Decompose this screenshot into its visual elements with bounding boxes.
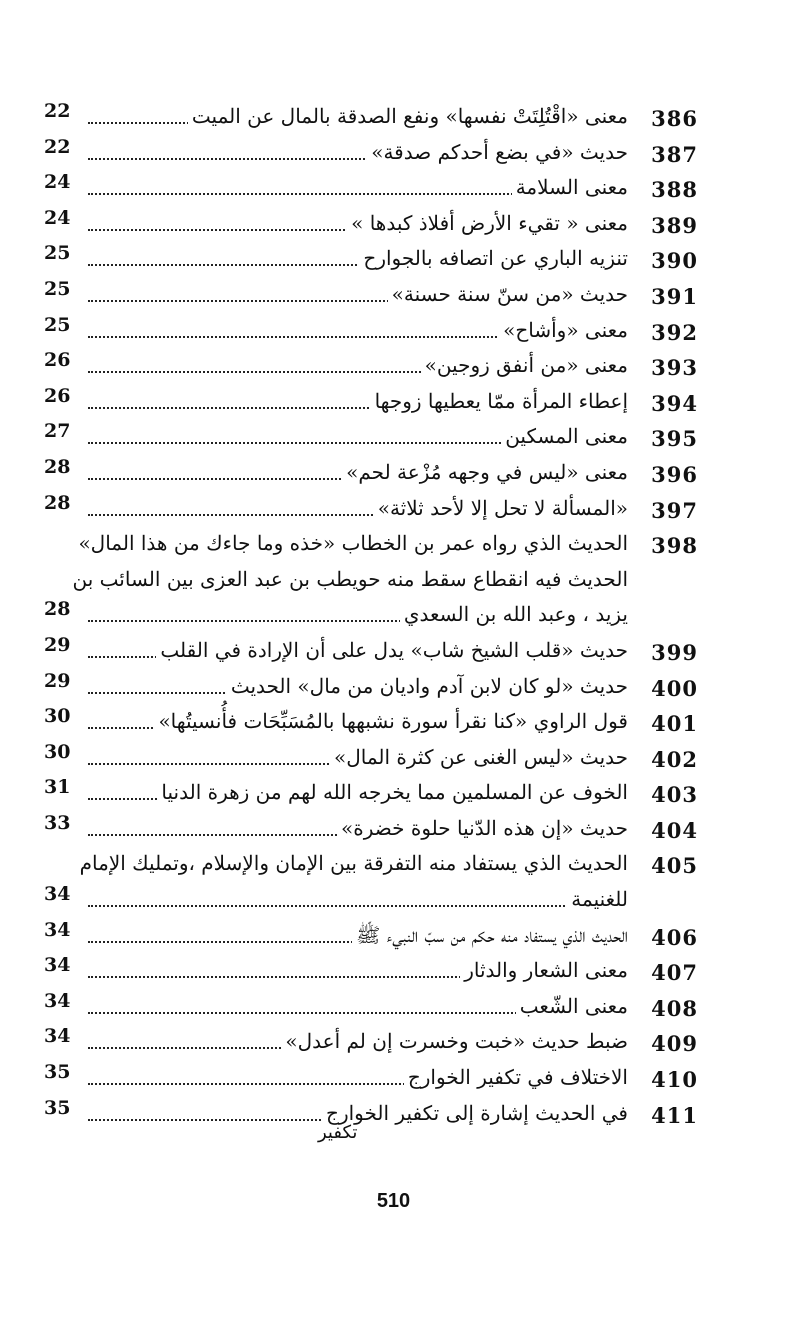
entry-page: 24 — [44, 206, 71, 229]
entry-title: «المسألة لا تحل إلا لأحد ثلاثة» — [374, 496, 628, 520]
entry-title: الحديث الذي يستفاد منه التفرقة بين الإمان والإسلام ،وتمليك الإمام — [76, 851, 628, 875]
toc-line — [44, 990, 698, 1026]
toc-line — [44, 563, 698, 599]
entry-title: معنى المسكين — [501, 424, 628, 448]
toc-line — [44, 598, 698, 634]
entry-number: 401 — [651, 711, 698, 737]
toc-line — [44, 385, 698, 421]
entry-page: 30 — [44, 740, 71, 763]
toc-line — [44, 776, 698, 812]
entry-title: حديث «من سنّ سنة حسنة» — [388, 282, 628, 306]
toc-entry — [44, 420, 698, 456]
entry-title: إعطاء المرأة ممّا يعطيها زوجها — [371, 389, 628, 413]
toc-entry — [44, 314, 698, 350]
entry-number: 400 — [651, 675, 698, 701]
entry-number: 392 — [651, 319, 698, 345]
toc-line — [44, 1025, 698, 1061]
entry-title: معنى «وأشاح» — [499, 318, 628, 342]
toc-entry — [44, 456, 698, 492]
entry-title: حديث «في بضع أحدكم صدقة» — [367, 140, 628, 164]
entry-number: 411 — [651, 1102, 698, 1128]
toc-line — [44, 456, 698, 492]
entry-title: الخوف عن المسلمين مما يخرجه الله لهم من زهرة الدنيا — [157, 780, 628, 804]
entry-page: 26 — [44, 349, 71, 372]
entry-page: 30 — [44, 705, 71, 728]
entry-number: 393 — [651, 355, 698, 381]
entry-number: 396 — [651, 461, 698, 487]
entry-title: الاختلاف في تكفير الخوارج — [404, 1065, 628, 1089]
entry-page: 33 — [44, 811, 71, 834]
toc-line — [44, 207, 698, 243]
toc-entry — [44, 670, 698, 706]
entry-title: يزيد ، وعبد الله بن السعدي — [400, 602, 628, 626]
toc-line — [44, 883, 698, 919]
entry-title: الحديث الذي رواه عمر بن الخطاب «خذه وما جاءك من هذا المال» — [74, 531, 628, 555]
toc-entry — [44, 1061, 698, 1097]
entry-page: 35 — [44, 1061, 71, 1084]
entry-number: 387 — [651, 141, 698, 167]
entry-number: 388 — [651, 177, 698, 203]
entry-page: 26 — [44, 384, 71, 407]
entry-page: 25 — [44, 277, 71, 300]
entry-number: 397 — [651, 497, 698, 523]
toc-entry — [44, 847, 698, 918]
toc-entry — [44, 634, 698, 670]
entry-title: معنى «من أنفق زوجين» — [421, 353, 628, 377]
entry-number: 404 — [651, 817, 698, 843]
toc-line — [44, 670, 698, 706]
entry-page: 22 — [44, 135, 71, 158]
toc-entry — [44, 919, 698, 955]
toc-entry — [44, 990, 698, 1026]
handwritten-correction: تكفير — [318, 1122, 358, 1143]
entry-title: للغنيمة — [567, 887, 628, 911]
toc-line — [44, 492, 698, 528]
entry-page: 34 — [44, 1025, 71, 1048]
toc-entry — [44, 812, 698, 848]
entry-number: 390 — [651, 248, 698, 274]
entry-page: 35 — [44, 1096, 71, 1119]
entry-page: 34 — [44, 954, 71, 977]
entry-title: معنى «اقْتُلِتَتْ نفسها» ونفع الصدقة بالمال عن الميت — [188, 104, 628, 128]
toc-entry — [44, 207, 698, 243]
toc-entry — [44, 278, 698, 314]
toc-entry — [44, 385, 698, 421]
entry-number: 386 — [651, 106, 698, 131]
toc-entry — [44, 242, 698, 278]
table-of-contents — [44, 100, 698, 1132]
entry-number: 399 — [651, 639, 698, 665]
toc-line — [44, 919, 698, 955]
toc-line — [44, 278, 698, 314]
entry-title: حديث «لو كان لابن آدم واديان من مال» الحديث — [227, 674, 628, 698]
entry-title: معنى « تقيء الأرض أفلاذ كبدها » — [347, 211, 628, 235]
entry-number: 410 — [651, 1067, 698, 1093]
entry-title: معنى السلامة — [512, 175, 628, 199]
toc-entry — [44, 954, 698, 990]
toc-line — [44, 954, 698, 990]
toc-entry — [44, 171, 698, 207]
entry-number: 398 — [651, 533, 698, 559]
entry-number: 391 — [651, 283, 698, 309]
toc-line — [44, 314, 698, 350]
entry-number: 395 — [651, 426, 698, 452]
entry-page: 25 — [44, 242, 71, 265]
entry-title: معنى الشعار والدثار — [460, 958, 628, 982]
toc-line — [44, 705, 698, 741]
entry-number: 406 — [651, 924, 698, 950]
entry-page: 29 — [44, 669, 71, 692]
entry-page: 27 — [44, 420, 71, 443]
entry-number: 407 — [651, 960, 698, 986]
entry-title: ضبط حديث «خبت وخسرت إن لم أعدل» — [281, 1029, 628, 1053]
toc-entry — [44, 741, 698, 777]
toc-line — [44, 847, 698, 883]
page-number: 510 — [376, 1190, 411, 1212]
toc-line — [44, 812, 698, 848]
entry-title: قول الراوي «كنا نقرأ سورة نشبهها بالمُسَبِّحَات فأُنسيتُها» — [154, 709, 628, 733]
toc-line — [44, 420, 698, 456]
toc-line — [44, 741, 698, 777]
entry-title: معنى الشّعب — [516, 994, 628, 1018]
entry-page: 34 — [44, 918, 71, 941]
toc-entry — [44, 492, 698, 528]
entry-number: 389 — [651, 212, 698, 238]
toc-entry — [44, 100, 698, 136]
entry-number: 408 — [651, 995, 698, 1021]
entry-number: 405 — [651, 853, 698, 879]
toc-line — [44, 634, 698, 670]
entry-title: في الحديث إشارة إلى تكفير الخوارج — [322, 1101, 628, 1125]
toc-entry — [44, 705, 698, 741]
toc-entry — [44, 136, 698, 172]
toc-line — [44, 1097, 698, 1133]
entry-page: 22 — [44, 100, 71, 122]
entry-number: 403 — [651, 782, 698, 808]
entry-title: الحديث الذي يستفاد منه حكم من سبّ النبيء ﷺ — [352, 923, 628, 952]
toc-line — [44, 136, 698, 172]
toc-line — [44, 242, 698, 278]
toc-entry — [44, 776, 698, 812]
entry-page: 34 — [44, 989, 71, 1012]
toc-line — [44, 100, 698, 136]
entry-title: معنى «ليس في وجهه مُزْعة لحم» — [342, 460, 628, 484]
toc-line — [44, 1061, 698, 1097]
entry-title: حديث «قلب الشيخ شاب» يدل على أن الإرادة في القلب — [156, 638, 628, 662]
toc-line — [44, 349, 698, 385]
toc-entry — [44, 349, 698, 385]
toc-entry — [44, 1025, 698, 1061]
entry-title: حديث «ليس الغنى عن كثرة المال» — [330, 745, 628, 769]
dot-leader — [88, 905, 628, 907]
entry-page: 24 — [44, 171, 71, 194]
entry-page: 28 — [44, 598, 71, 621]
entry-page: 29 — [44, 633, 71, 656]
toc-line — [44, 171, 698, 207]
entry-number: 409 — [651, 1031, 698, 1057]
entry-title: تنزيه الباري عن اتصافه بالجوارح — [359, 246, 628, 270]
entry-page: 31 — [44, 776, 71, 799]
entry-page: 28 — [44, 491, 71, 514]
toc-entry — [44, 527, 698, 634]
toc-entry — [44, 1097, 698, 1133]
entry-number: 402 — [651, 746, 698, 772]
entry-number: 394 — [651, 390, 698, 416]
entry-page: 34 — [44, 883, 71, 906]
entry-page: 25 — [44, 313, 71, 336]
entry-title: الحديث فيه انقطاع سقط منه حويطب بن عبد العزى بين السائب بن — [69, 567, 628, 591]
entry-title: حديث «إن هذه الدّنيا حلوة خضرة» — [337, 816, 628, 840]
toc-line — [44, 527, 698, 563]
entry-page: 28 — [44, 455, 71, 478]
